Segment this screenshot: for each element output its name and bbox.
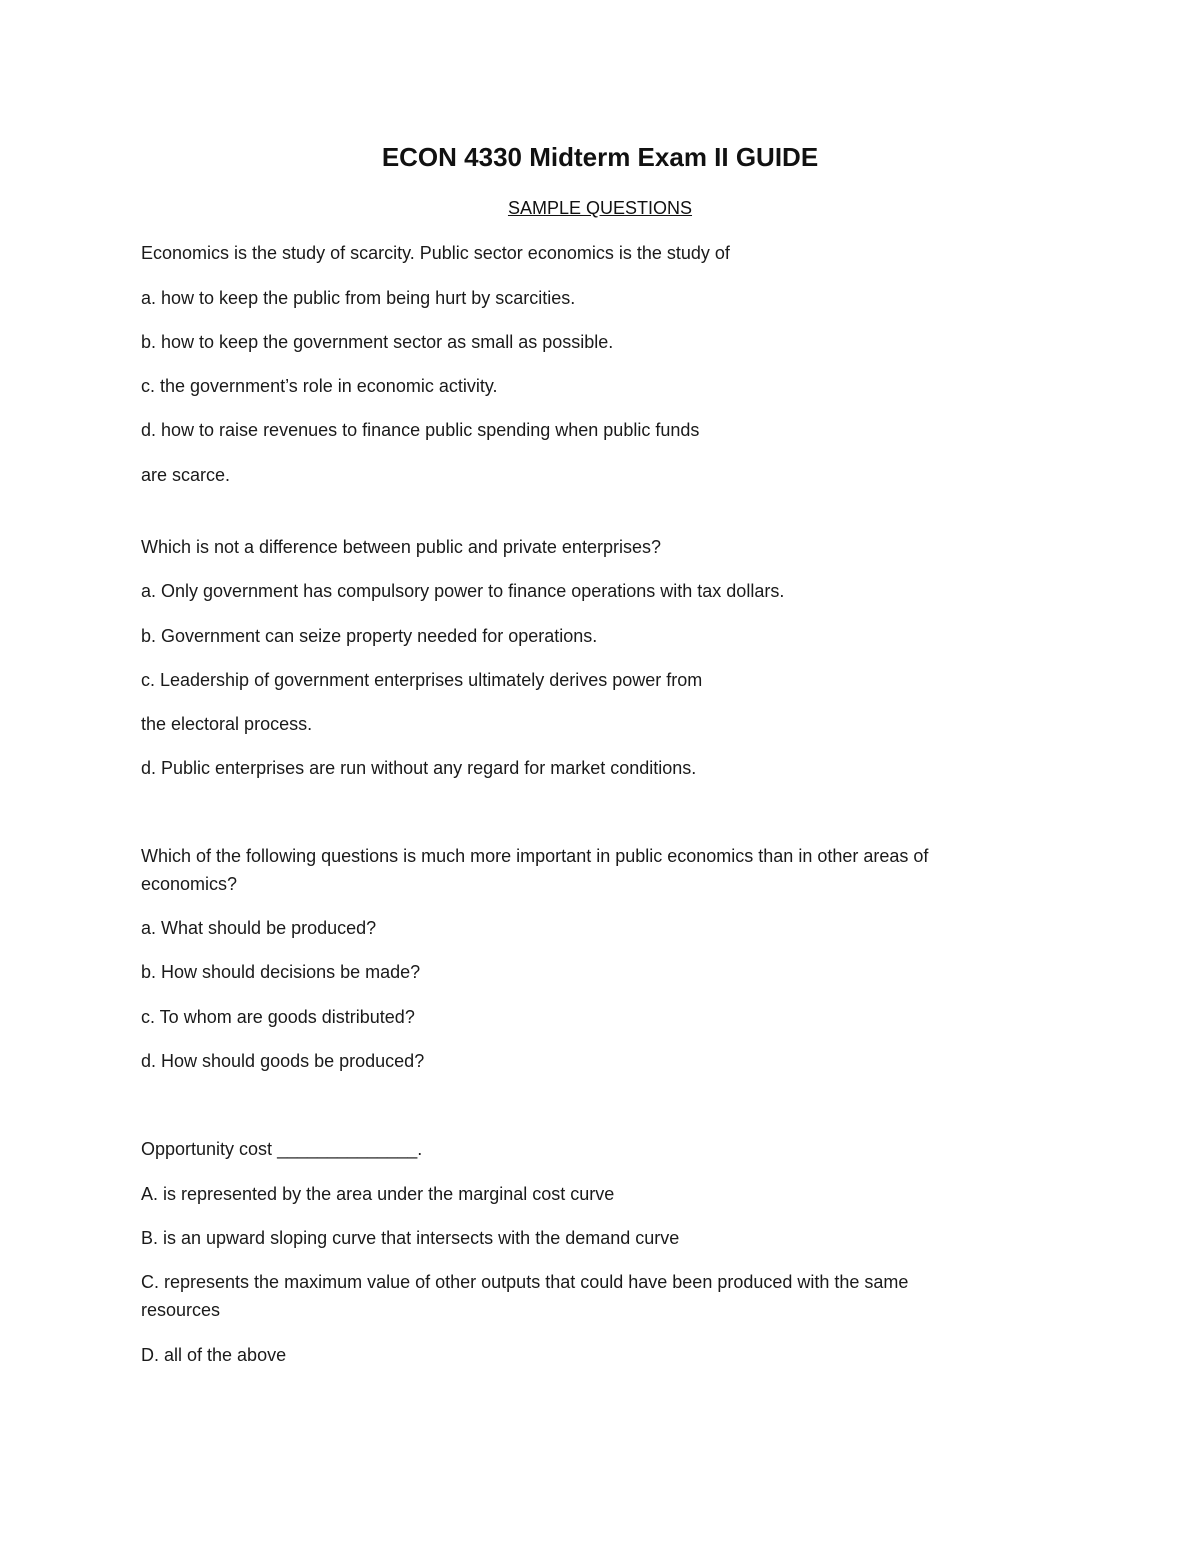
section-heading: SAMPLE QUESTIONS <box>507 198 693 218</box>
question-3-stem: Which of the following questions is much more important in public economics than in other areas of <box>141 846 929 866</box>
question-4-option-b: B. is an upward sloping curve that intersects with the demand curve <box>141 1228 680 1248</box>
question-4-option-c: C. represents the maximum value of other outputs that could have been produced with the same <box>141 1272 909 1292</box>
question-2-stem: Which is not a difference between public and private enterprises? <box>141 537 661 557</box>
question-3-option-b: b. How should decisions be made? <box>141 962 421 982</box>
question-1-option-c: c. the government’s role in economic activity. <box>141 376 498 396</box>
question-4-option-a: A. is represented by the area under the marginal cost curve <box>141 1184 615 1204</box>
question-1-stem: Economics is the study of scarcity. Public sector economics is the study of <box>141 243 730 263</box>
question-2-option-b: b. Government can seize property needed for operations. <box>141 626 598 646</box>
question-1-option-b: b. how to keep the government sector as small as possible. <box>141 332 614 352</box>
question-1-option-a: a. how to keep the public from being hurt by scarcities. <box>141 288 576 308</box>
question-2-option-c: c. Leadership of government enterprises ultimately derives power from <box>141 670 703 690</box>
question-1-option-d-continued: are scarce. <box>141 465 231 485</box>
question-4-option-d: D. all of the above <box>141 1345 287 1365</box>
question-3-stem-continued: economics? <box>141 874 238 894</box>
question-3-option-d: d. How should goods be produced? <box>141 1051 425 1071</box>
question-3-option-a: a. What should be produced? <box>141 918 377 938</box>
question-2-option-c-continued: the electoral process. <box>141 714 313 734</box>
question-4-stem: Opportunity cost ______________. <box>141 1139 423 1159</box>
question-2-option-d: d. Public enterprises are run without any regard for market conditions. <box>141 758 697 778</box>
question-1-option-d: d. how to raise revenues to finance public spending when public funds <box>141 420 700 440</box>
question-4-option-c-continued: resources <box>141 1300 221 1320</box>
question-3-option-c: c. To whom are goods distributed? <box>141 1007 415 1027</box>
question-2-option-a: a. Only government has compulsory power to finance operations with tax dollars. <box>141 581 785 601</box>
document-title: ECON 4330 Midterm Exam II GUIDE <box>381 142 819 172</box>
